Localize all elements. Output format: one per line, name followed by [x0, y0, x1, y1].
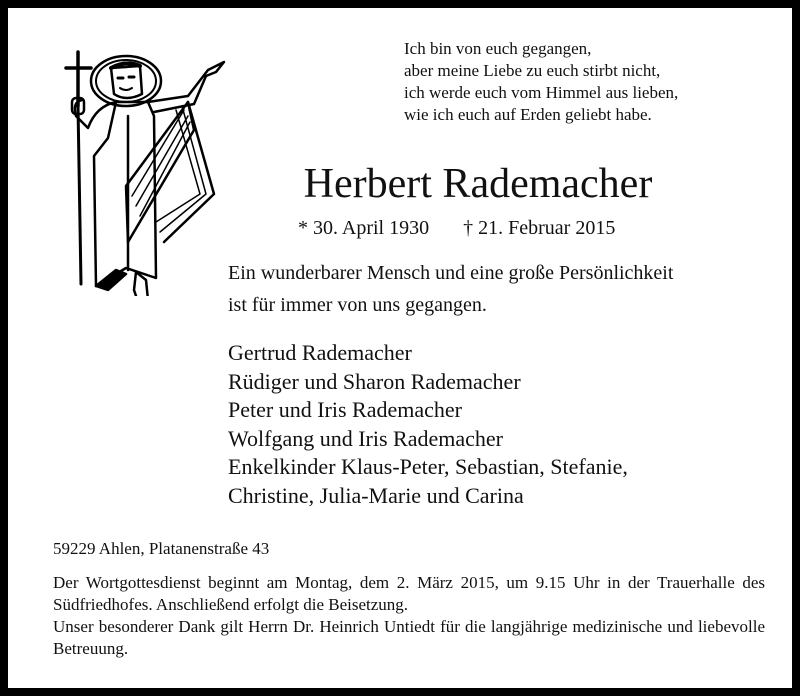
mourner-line: Wolfgang und Iris Rademacher	[228, 425, 503, 451]
poem-line: aber meine Liebe zu euch stirbt nicht,	[404, 61, 661, 80]
tribute-text	[228, 257, 673, 321]
resurrected-christ-with-cross-icon	[56, 46, 226, 296]
deceased-name: Herbert Rademacher	[303, 161, 653, 207]
mourner-line: Peter und Iris Rademacher	[228, 397, 462, 422]
mourner-line: Christine, Julia-Marie und Carina	[228, 482, 524, 508]
birth-date: * 30. April 1930	[298, 217, 430, 239]
mourners-list	[228, 339, 628, 510]
service-info: Der Wortgottesdienst beginnt am Montag, dem 2. März 2015, um 9.15 Uhr in der Trauerhalle des Südfriedhofes. Anschließend erfolgt die Beisetzung.	[53, 573, 765, 614]
mourner-line: Rüdiger und Sharon Rademacher	[228, 368, 521, 394]
poem-line: ich werde euch vom Himmel aus lieben,	[404, 83, 679, 102]
tribute-line: ist für immer von uns gegangen.	[228, 294, 487, 316]
poem-line: wie ich euch auf Erden geliebt habe.	[404, 105, 652, 124]
death-date: † 21. Februar 2015	[463, 217, 616, 239]
mourner-line: Gertrud Rademacher	[228, 340, 412, 365]
family-address: 59229 Ahlen, Platanenstraße 43	[53, 539, 270, 558]
life-dates	[298, 215, 615, 241]
thanks-note: Unser besonderer Dank gilt Herrn Dr. Heinrich Untiedt für die langjährige medizinische und liebevolle Betreuung.	[53, 617, 765, 658]
poem-line: Ich bin von euch gegangen,	[404, 39, 592, 58]
memorial-poem	[404, 38, 678, 126]
obituary-notice	[8, 8, 792, 688]
mourner-line: Enkelkinder Klaus-Peter, Sebastian, Stefanie,	[228, 454, 628, 479]
tribute-line: Ein wunderbarer Mensch und eine große Persönlichkeit	[228, 262, 674, 284]
